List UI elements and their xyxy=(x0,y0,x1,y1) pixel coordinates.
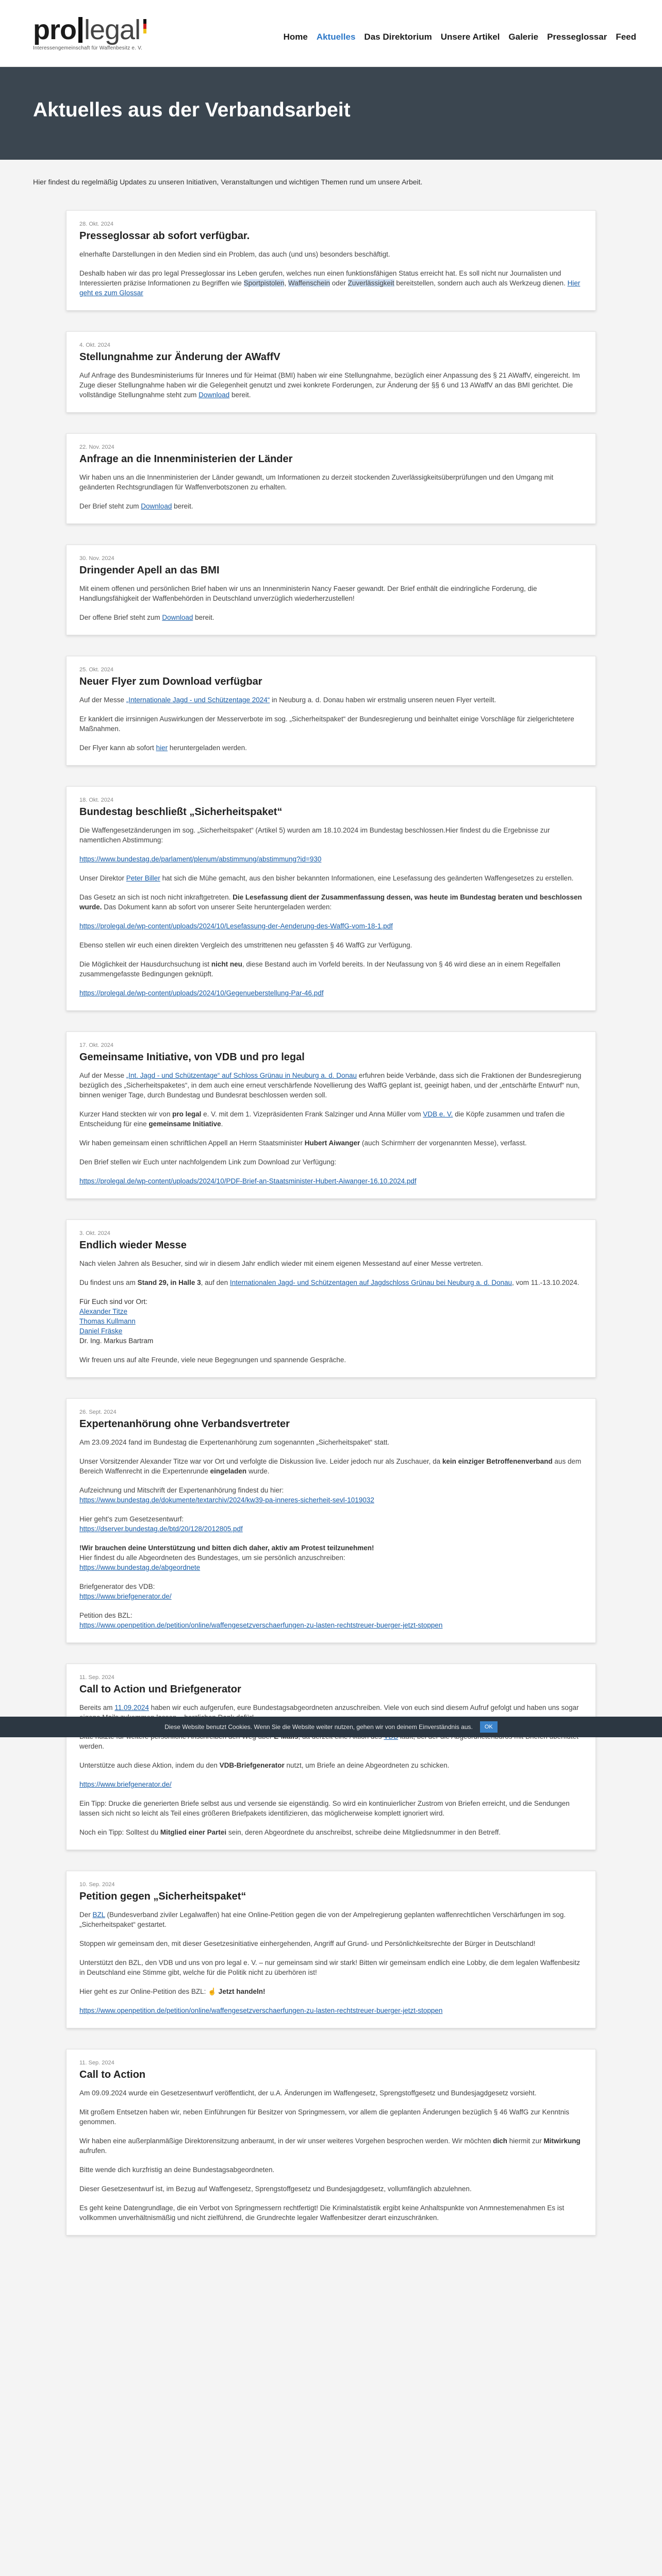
logo-text-legal: legal xyxy=(84,14,141,45)
post-title: Call to Action und Briefgenerator xyxy=(79,1684,241,1695)
site-logo[interactable] xyxy=(33,15,188,57)
post-date: 22. Nov. 2024 xyxy=(79,444,114,450)
post-text: elnerhafte Darstellungen in den Medien sind ein Problem, das auch (und uns) besonders beschäftigt. xyxy=(79,250,390,258)
download-link[interactable]: Download xyxy=(198,391,230,399)
post-title: Presseglossar ab sofort verfügbar. xyxy=(79,230,250,242)
post-title: Endlich wieder Messe xyxy=(79,1240,187,1251)
post-text: Hier geht's zum Gesetzesentwurf: https://dserver.bundestag.de/btd/20/128/2012805.pdf xyxy=(79,1515,243,1533)
post-date: 30. Nov. 2024 xyxy=(79,555,114,562)
post-text xyxy=(79,854,583,864)
post-card xyxy=(66,545,596,635)
post-text: Briefgenerator des VDB: https://www.briefgenerator.de/ xyxy=(79,1583,172,1600)
post-date: 17. Okt. 2024 xyxy=(79,1042,114,1048)
post-card xyxy=(66,656,596,766)
person-link[interactable]: Peter Biller xyxy=(126,874,160,882)
german-flag-icon xyxy=(143,19,146,33)
logo-subtitle: Interessengemeinschaft für Waffenbesitz e. V. xyxy=(33,45,143,51)
glossary-term[interactable]: Zuverlässigkeit xyxy=(347,279,394,287)
abgeordnete-link[interactable]: https://www.bundestag.de/abgeordnete xyxy=(79,1564,201,1571)
post-text: Der Brief steht zum Download bereit. xyxy=(79,502,193,510)
post-text xyxy=(79,1176,583,1186)
post-text: Der offene Brief steht zum Download bereit. xyxy=(79,614,214,621)
nav-galerie[interactable]: Galerie xyxy=(508,32,539,42)
post-text: Die Möglichkeit der Hausdurchsuchung ist nicht neu, diese Bestand auch im Vorfeld bereits. In der Neufassung von § 46 wird diese an in einem Regelfallen zusammengefasste Bedingungen geknüpft. xyxy=(79,960,560,978)
download-link[interactable]: Download xyxy=(162,614,193,621)
post-text: Ein Tipp: Drucke die generierten Briefe selbst aus und versende sie eigenständig. So wird ein kontinuierlicher Zustrom von Briefen erreicht, und die Sendungen lassen sich nicht so leicht als Teil eines größeren Briefpakets identifizieren, das möglicherweise komplett ignoriert wird. xyxy=(79,1800,570,1817)
vdb-link[interactable]: VDB e. V. xyxy=(423,1110,453,1118)
nav-aktuelles[interactable]: Aktuelles xyxy=(316,32,356,42)
staff-list xyxy=(79,1297,583,1346)
hero-banner xyxy=(0,67,662,160)
glossary-link[interactable]: Hier geht es zum Glossar xyxy=(79,279,581,297)
post-text: Er kanklert die irrsinnigen Auswirkungen der Messerverbote im sog. „Sicherheitspaket“ der Bundesregierung und beinhaltet einige Vorschläge für zielgerichtetere Maßnahmen. xyxy=(79,715,574,733)
post-card xyxy=(66,331,596,413)
pdf-link[interactable]: https://prolegal.de/wp-content/uploads/2024/10/Gegenueberstellung-Par-46.pdf xyxy=(79,989,324,997)
site-header xyxy=(0,0,662,67)
post-text: Der Flyer kann ab sofort hier heruntergeladen werden. xyxy=(79,744,247,752)
post-date: 10. Sep. 2024 xyxy=(79,1882,115,1888)
post-date: 18. Okt. 2024 xyxy=(79,797,114,803)
post-text: Hier geht es zur Online-Petition des BZL: ☝ Jetzt handeln! xyxy=(79,1988,266,1995)
post-title: Stellungnahme zur Änderung der AWaffV xyxy=(79,351,280,363)
post-text: Auf der Messe „Int. Jagd - und Schützentage“ auf Schloss Grünau in Neuburg a. d. Donau erfuhren beide Verbände, dass sich die Fraktionen der Bundesregierung bezüglich des „Sicherheitspaketes“, in dem auch eine erneut verschärfende Novellierung des WaffG geplant ist, geeinigt haben, und der „entschärfte Entwurf“ nun, binnen weniger Tage, durch Bundestag und Bundesrat beschlossen werden soll. xyxy=(79,1072,582,1099)
post-title: Dringender Apell an das BMI xyxy=(79,565,220,576)
pdf-link[interactable]: https://dserver.bundestag.de/btd/20/128/2012805.pdf xyxy=(79,1525,243,1533)
post-title: Gemeinsame Initiative, von VDB und pro legal xyxy=(79,1052,305,1063)
petition-link[interactable]: https://www.openpetition.de/petition/online/waffengesetzverschaerfungen-zu-lasten-rechtstreuer-buerger-jetzt-stoppen xyxy=(79,1621,443,1629)
post-text xyxy=(79,921,583,931)
nav-pressglossar[interactable]: Presseglossar xyxy=(547,32,607,42)
briefgenerator-link[interactable]: https://www.briefgenerator.de/ xyxy=(79,1592,172,1600)
post-date: 26. Sept. 2024 xyxy=(79,1409,117,1415)
post-card xyxy=(66,1871,596,2028)
post-text: Unser Vorsitzender Alexander Titze war vor Ort und verfolgte die Diskussion live. Leider jedoch nur als Zuschauer, da kein einziger Betroffenenverband aus dem Bereich Waffenrecht in die Expertenrunde eingeladen wurde. xyxy=(79,1458,582,1475)
post-text: Nach vielen Jahren als Besucher, sind wir in diesem Jahr endlich wieder mit einem eigenen Messestand auf einer Messe vertreten. xyxy=(79,1260,483,1267)
post-text: Das Gesetz an sich ist noch nicht inkraftgetreten. Die Lesefassung dient der Zusammenfassung dessen, was heute im Bundestag beraten und beschlossen wurde. Das Dokument kann ab sofort von unserer Seite heruntergeladen werden: xyxy=(79,893,582,911)
post-text: Der BZL (Bundesverband ziviler Legalwaffen) hat eine Online-Petition gegen die von der Ampelregierung geplanten waffenrechtlichen Verschärfungen im sog. „Sicherheitspaket“ gestartet. xyxy=(79,1911,566,1928)
person-link[interactable]: Thomas Kullmann xyxy=(79,1317,136,1325)
post-date: 4. Okt. 2024 xyxy=(79,342,110,348)
post-card xyxy=(66,210,596,311)
cookie-banner xyxy=(0,1717,662,1737)
person-link[interactable]: Alexander Titze xyxy=(79,1308,128,1315)
staff-list-label: Für Euch sind vor Ort: xyxy=(79,1298,148,1306)
messe-link[interactable]: „Int. Jagd - und Schützentage“ auf Schloss Grünau in Neuburg a. d. Donau xyxy=(126,1072,357,1079)
logo-text-pro: pro xyxy=(33,14,76,45)
post-date: 11. Sep. 2024 xyxy=(79,1674,114,1681)
nav-direktorium[interactable]: Das Direktorium xyxy=(364,32,432,42)
post-card xyxy=(66,433,596,524)
post-text: Ebenso stellen wir euch einen direkten Vergleich des umstrittenen neu gefassten § 46 WaffG zur Verfügung. xyxy=(79,941,412,949)
flyer-download-link[interactable]: hier xyxy=(156,744,168,752)
post-card xyxy=(66,2049,596,2235)
post-date: 3. Okt. 2024 xyxy=(79,1230,110,1236)
bundestag-vote-link[interactable]: https://www.bundestag.de/parlament/plenum/abstimmung/abstimmung?id=930 xyxy=(79,855,322,863)
post-text: !Wir brauchen deine Unterstützung und bitten dich daher, aktiv am Protest teilzunehmen! Hier findest du alle Abgeordneten des Bundestages, um sie persönlich anzuschreiben: https://www.bundestag.de/abgeordnete xyxy=(79,1544,374,1571)
post-text: Auf der Messe „Internationale Jagd - und Schützentage 2024“ in Neuburg a. d. Donau haben wir erstmalig unseren neuen Flyer verteilt. xyxy=(79,696,496,704)
pdf-link[interactable]: https://prolegal.de/wp-content/uploads/2024/10/PDF-Brief-an-Staatsminister-Hubert-Aiwanger-16.10.2024.pdf xyxy=(79,1177,417,1185)
bzl-link[interactable]: BZL xyxy=(92,1911,105,1919)
download-link[interactable]: Download xyxy=(141,502,172,510)
post-text: Du findest uns am Stand 29, in Halle 3, auf den Internationalen Jagd- und Schützentagen auf Jagdschloss Grünau bei Neuburg a. d. Donau, vom 11.-13.10.2024. xyxy=(79,1279,580,1286)
cookie-accept-button[interactable]: OK xyxy=(480,1721,498,1733)
post-text: werden. xyxy=(79,1732,583,1751)
post-text: Stoppen wir gemeinsam den, mit dieser Gesetzesinitiative einhergehenden, Angriff auf Grund- und Persönlichkeitsrechte der Bürger in Deutschland! xyxy=(79,1940,536,1947)
post-title: Neuer Flyer zum Download verfügbar xyxy=(79,676,262,687)
posts-list xyxy=(0,210,662,2235)
post-card xyxy=(66,786,596,1011)
post-date: 11. Sep. 2024 xyxy=(79,2060,114,2066)
post-text: Kurzer Hand steckten wir von pro legal e. V. mit dem 1. Vizepräsidenten Frank Salzinger und Anna Müller vom VDB e. V. die Köpfe zusammen und trafen die Entscheidung für eine gemeinsame Initiative. xyxy=(79,1110,565,1128)
bundestag-link[interactable]: https://www.bundestag.de/dokumente/textarchiv/2024/kw39-pa-inneres-sicherheit-sevl-1019032 xyxy=(79,1496,374,1504)
page-title: Aktuelles aus der Verbandsarbeit xyxy=(33,99,351,121)
post-text xyxy=(79,2006,583,2015)
post-text: Deshalb haben wir das pro legal Presseglossar ins Leben gerufen, welches nun einen funktionsfähigen Status erreicht hat. Es soll nicht nur Journalisten und Interessierten präzise Informationen zu Begriffen wie Sportpistolen, Waffenschein oder Zuverlässigkeit bereitstellen, sondern auch auch als Werkzeug dienen. Hier geht es zum Glossar xyxy=(79,269,581,297)
post-title: Call to Action xyxy=(79,2069,146,2080)
post-text: Unterstützt den BZL, den VDB und uns von pro legal e. V. – nur gemeinsam sind wir stark! Bitten wir gemeinsam endlich eine Lobby, die dem legalen Waffenbesitz in Deutschland eine Stimme gibt, welche für die Politik nicht zu überhören ist! xyxy=(79,1959,581,1976)
person-name: Dr. Ing. Markus Bartram xyxy=(79,1337,154,1345)
post-text: Wir freuen uns auf alte Freunde, viele neue Begegnungen und spannende Gespräche. xyxy=(79,1356,346,1364)
post-text xyxy=(79,1780,583,1789)
nav-artikel[interactable]: Unsere Artikel xyxy=(440,32,500,42)
post-text: Noch ein Tipp: Solltest du Mitglied einer Partei sein, deren Abgeordnete du anschreibst, schreibe deine Mitgliedsnummer in den Betreff. xyxy=(79,1828,501,1836)
post-text: Wir haben uns an die Innenministerien der Länder gewandt, um Informationen zu derzeit stockenden Zuverlässigkeitsüberprüfungen und den Umgang mit geänderten Rechtsgrundlagen für Waffenverbotszonen zu erhalten. xyxy=(79,473,554,491)
pdf-link[interactable]: https://prolegal.de/wp-content/uploads/2024/10/Lesefassung-der-Aenderung-des-WaffG-vom-18-1.pdf xyxy=(79,922,393,930)
messe-link[interactable]: Internationalen Jagd- und Schützentagen auf Jagdschloss Grünau bei Neuburg a. d. Donau xyxy=(229,1279,512,1286)
post-card xyxy=(66,1031,596,1199)
person-link[interactable]: Daniel Fräske xyxy=(79,1327,123,1335)
post-text: Auf Anfrage des Bundesministeriums für Inneres und für Heimat (BMI) haben wir eine Stellungnahme, bezüglich einer Anpassung des § 21 AWaffV, eingereicht. Im Zuge dieser Stellungnahme haben wir die Gelegenheit genutzt und zwei konkrete Forderungen, zur Änderung der §§ 6 und 13 AWaffV an das BMI gerichtet. Die vollständige Stellungnahme steht zum Download bereit. xyxy=(79,371,580,399)
post-text: Aufzeichnung und Mitschrift der Expertenanhörung findest du hier: https://www.bundestag.de/dokumente/textarchiv/2024/kw39-pa-inneres-sicherheit-sevl-1019032 xyxy=(79,1486,374,1504)
logo-bar xyxy=(78,17,82,43)
post-card xyxy=(66,1664,596,1850)
post-text: Am 23.09.2024 fand im Bundestag die Expertenanhörung zum sogenannten „Sicherheitspaket“ statt. xyxy=(79,1438,390,1446)
nav-feed[interactable]: Feed xyxy=(616,32,636,42)
post-text: Die Waffengesetzänderungen im sog. „Sicherheitspaket“ (Artikel 5) wurden am 18.10.2024 im Bundestag beschlossen.Hier findest du die Ergebnisse zur namentlichen Abstimmung: xyxy=(79,826,550,844)
post-text: Am 09.09.2024 wurde ein Gesetzesentwurf veröffentlicht, der u.A. Änderungen im Waffengesetz, Sprengstoffgesetz und Bundesjagdgesetz vorsieht. xyxy=(79,2089,537,2097)
post-card xyxy=(66,1219,596,1378)
post-text: Bereits am 11.09.2024 haben wir euch aufgerufen, eure Bundestagsabgeordneten anzuschreiben. Viele von euch sind diesem Aufruf gefolgt und haben uns sogar xyxy=(79,1704,579,1711)
post-text xyxy=(79,988,583,998)
glossary-term[interactable]: Sportpistolen xyxy=(243,279,285,287)
nav-home[interactable]: Home xyxy=(283,32,308,42)
messe-link[interactable]: „Internationale Jagd - und Schützentage 2024“ xyxy=(126,696,270,704)
post-title: Bundestag beschließt „Sicherheitspaket“ xyxy=(79,806,283,818)
post-text: Bitte wende dich kurzfristig an deine Bundestagsabgeordneten. xyxy=(79,2166,275,2174)
post-text: Den Brief stellen wir Euch unter nachfolgendem Link zum Download zur Verfügung: xyxy=(79,1158,337,1166)
cookie-text: Diese Website benutzt Cookies. Wenn Sie die Website weiter nutzen, gehen wir von deinem Einverständnis aus. xyxy=(164,1723,473,1731)
post-text: Unterstütze auch diese Aktion, indem du den VDB-Briefgenerator nutzt, um Briefe an deine Abgeordneten zu schicken. xyxy=(79,1761,450,1769)
petition-link[interactable]: https://www.openpetition.de/petition/online/waffengesetzverschaerfungen-zu-lasten-rechtstreuer-buerger-jetzt-stoppen xyxy=(79,2007,443,2014)
post-text: Petition des BZL: https://www.openpetition.de/petition/online/waffengesetzverschaerfungen-zu-lasten-rechtstreuer-buerger-jetzt-stoppen xyxy=(79,1612,443,1629)
post-card xyxy=(66,1398,596,1643)
intro-text: Hier findest du regelmäßig Updates zu unseren Initiativen, Veranstaltungen und wichtigen Themen rund um unsere Arbeit. xyxy=(33,178,423,186)
post-title: Petition gegen „Sicherheitspaket“ xyxy=(79,1891,246,1902)
post-text: Mit einem offenen und persönlichen Brief haben wir uns an Innenministerin Nancy Faeser gewandt. Der Brief enthält die eindringliche Forderung, die Handlungsfähigkeit der Waffenbehörden in Deutschland unverzüglich wiederherzustellen! xyxy=(79,585,537,602)
post-date: 25. Okt. 2024 xyxy=(79,667,114,673)
post-title: Anfrage an die Innenministerien der Länder xyxy=(79,453,293,465)
post-date: 28. Okt. 2024 xyxy=(79,221,114,227)
date-link[interactable]: 11.09.2024 xyxy=(114,1704,149,1711)
post-text: Es geht keine Datengrundlage, die ein Verbot von Springmessern rechtfertigt! Die Kriminalstatistik ergibt keine Anhaltspunkte von Anmnestemenahmen Es ist vollkommen unverhältnismäßig und nicht zielführend, die Grundrechte legaler Waffenbesitzer derart einzuschränken. xyxy=(79,2204,565,2222)
post-text: Mit großem Entsetzen haben wir, neben Einführungen für Besitzer von Springmessern, vor allem die geplanten Änderungen bezüglich § 46 WaffG zur Kenntnis genommen. xyxy=(79,2108,570,2126)
post-text: Wir haben gemeinsam einen schriftlichen Appell an Herrn Staatsminister Hubert Aiwanger (auch Schirmherr der vorgenannten Messe), verfasst. xyxy=(79,1139,527,1147)
post-text: Dieser Gesetzesentwurf ist, im Bezug auf Waffengesetz, Sprengstoffgesetz und Bundesjagdgesetz, vollumfänglich abzulehnen. xyxy=(79,2185,472,2193)
briefgenerator-link[interactable]: https://www.briefgenerator.de/ xyxy=(79,1781,172,1788)
post-text: Wir haben eine außerplanmäßige Direktorensitzung anberaumt, in der wir unser weiteres Vorgehen besprochen werden. Wir möchten dich hiermit zur Mitwirkung aufrufen. xyxy=(79,2137,581,2155)
main-nav xyxy=(284,32,636,42)
glossary-term[interactable]: Waffenschein xyxy=(288,279,330,287)
post-title: Expertenanhörung ohne Verbandsvertreter xyxy=(79,1418,290,1430)
post-text: Unser Direktor Peter Biller hat sich die Mühe gemacht, aus den bisher bekannten Informationen, eine Lesefassung des geänderten Waffengesetzes zu erstellen. xyxy=(79,874,574,882)
